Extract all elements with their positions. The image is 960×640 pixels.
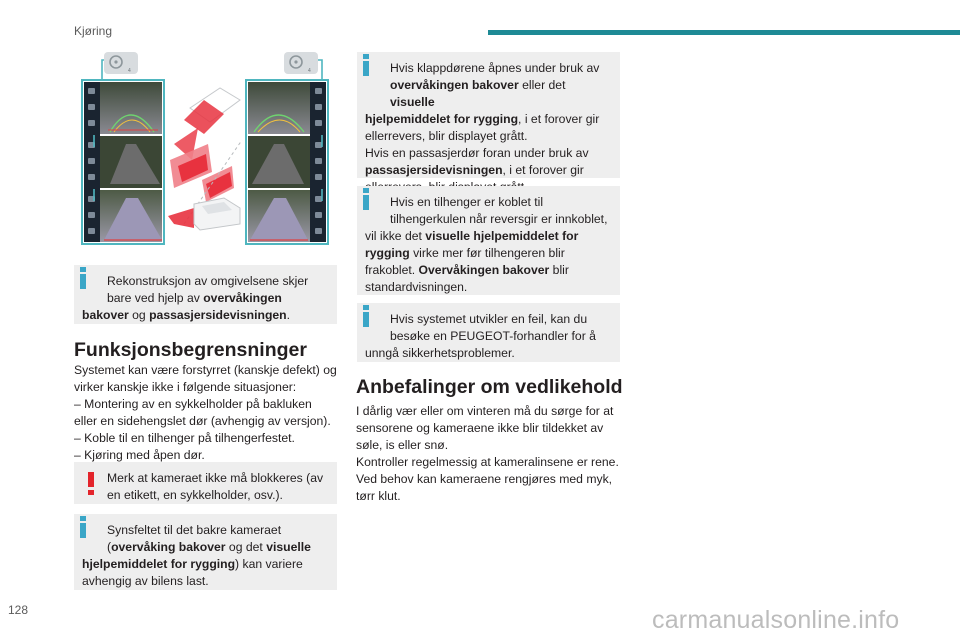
info-note-field-of-view	[74, 514, 337, 590]
note-emphasis: bakover	[82, 308, 129, 322]
page-number: 128	[8, 603, 29, 617]
camera-views-illustration	[74, 48, 336, 258]
note-text: unngå sikkerhetsproblemer.	[365, 346, 515, 360]
note-emphasis: visuelle hjelpemiddelet for	[425, 229, 579, 243]
info-icon	[363, 54, 369, 76]
note-text: en etikett, en sykkelholder, osv.).	[107, 488, 283, 502]
note-text: besøke en PEUGEOT-forhandler for å	[390, 329, 596, 343]
body-line: – Montering av en sykkelholder på bakluken	[74, 397, 312, 411]
note-emphasis: rygging	[365, 246, 410, 260]
note-text: Hvis en tilhenger er koblet til	[390, 195, 544, 209]
note-emphasis: visuelle	[390, 95, 435, 109]
vehicle-camera-field-diagram	[168, 88, 242, 230]
note-text: virke mer før tilhengeren blir	[409, 246, 565, 260]
note-text: (	[107, 540, 112, 554]
note-text: eller det	[518, 78, 566, 92]
warning-note-camera	[74, 462, 337, 504]
note-text: ellerrevers, blir displayet grått.	[365, 129, 528, 143]
info-icon	[363, 188, 369, 210]
note-text: Rekonstruksjon av omgivelsene skjer	[107, 274, 309, 288]
note-emphasis: hjelpemiddelet for rygging	[365, 112, 519, 126]
note-emphasis: overvåking bakover	[111, 540, 226, 554]
note-emphasis: visuelle	[266, 540, 311, 554]
body-line: I dårlig vær eller om vinteren må du sørge for at	[356, 404, 614, 418]
camera-settings-icon	[104, 52, 138, 74]
note-text: , i et forover gir	[502, 163, 584, 177]
maintenance-body	[356, 403, 619, 505]
note-text: bare ved hjelp av	[107, 291, 204, 305]
body-line: Systemet kan være forstyrret (kanskje defekt) og	[74, 363, 337, 377]
note-text: Merk at kameraet ikke må blokkeres (av	[107, 471, 324, 485]
svg-text:4: 4	[308, 68, 311, 74]
body-line: – Kjøring med åpen dør.	[74, 448, 205, 462]
section-heading-maintenance: Anbefalinger om vedlikehold	[356, 376, 623, 398]
header-accent-bar	[488, 30, 960, 35]
note-text: Synsfeltet til det bakre kameraet	[107, 523, 282, 537]
left-camera-screen	[82, 80, 164, 244]
info-icon	[80, 267, 86, 289]
info-icon	[363, 305, 369, 327]
body-line: – Koble til en tilhenger på tilhengerfestet.	[74, 431, 295, 445]
note-text: blir	[549, 263, 569, 277]
note-text: Hvis systemet utvikler en feil, kan du	[390, 312, 588, 326]
info-note-trailer	[357, 186, 620, 295]
note-text: ) kan variere	[235, 557, 303, 571]
body-line: søle, is eller snø.	[356, 438, 449, 452]
info-note-doors-open	[357, 52, 620, 178]
section-heading-limitations: Funksjonsbegrensninger	[74, 339, 307, 361]
note-emphasis: passasjersidevisningen	[149, 308, 287, 322]
body-line: tørr klut.	[356, 489, 401, 503]
running-head: Kjøring	[74, 24, 113, 38]
note-text: standardvisningen.	[365, 280, 468, 294]
note-text: .	[286, 308, 290, 322]
note-text: Hvis en passasjerdør foran under bruk av	[365, 146, 589, 160]
note-text: og	[128, 308, 150, 322]
note-text: tilhengerkulen når reversgir er innkoblet,	[390, 212, 608, 226]
warning-icon	[88, 472, 94, 494]
svg-text:4: 4	[128, 68, 131, 74]
camera-views-svg	[74, 48, 336, 258]
note-emphasis: passasjersidevisningen	[365, 163, 503, 177]
note-text: og det	[225, 540, 267, 554]
info-icon	[80, 516, 86, 538]
note-emphasis: overvåkingen	[203, 291, 282, 305]
body-line: sensorene og kameraene ikke blir tildekket av	[356, 421, 604, 435]
note-emphasis: overvåkingen bakover	[390, 78, 519, 92]
note-text: avhengig av bilens last.	[82, 574, 209, 588]
note-text: Hvis klappdørene åpnes under bruk av	[390, 61, 600, 75]
body-line: virker kanskje ikke i følgende situasjoner:	[74, 380, 297, 394]
note-emphasis: hjelpemiddelet for rygging	[82, 557, 236, 571]
note-text: , i et forover gir	[518, 112, 600, 126]
body-line: Ved behov kan kameraene rengjøres med myk,	[356, 472, 613, 486]
info-note-reconstruction	[74, 265, 337, 324]
info-note-system-fault	[357, 303, 620, 362]
right-camera-screen	[246, 80, 328, 244]
body-line: eller en sidehengslet dør (avhengig av versjon).	[74, 414, 331, 428]
note-text: vil ikke det	[365, 229, 426, 243]
note-text: frakoblet.	[365, 263, 419, 277]
watermark: carmanualsonline.info	[652, 606, 900, 634]
body-line: Kontroller regelmessig at kameralinsene er rene.	[356, 455, 619, 469]
note-emphasis: Overvåkingen bakover	[418, 263, 550, 277]
limitations-body	[74, 362, 337, 464]
camera-settings-icon	[284, 52, 318, 74]
